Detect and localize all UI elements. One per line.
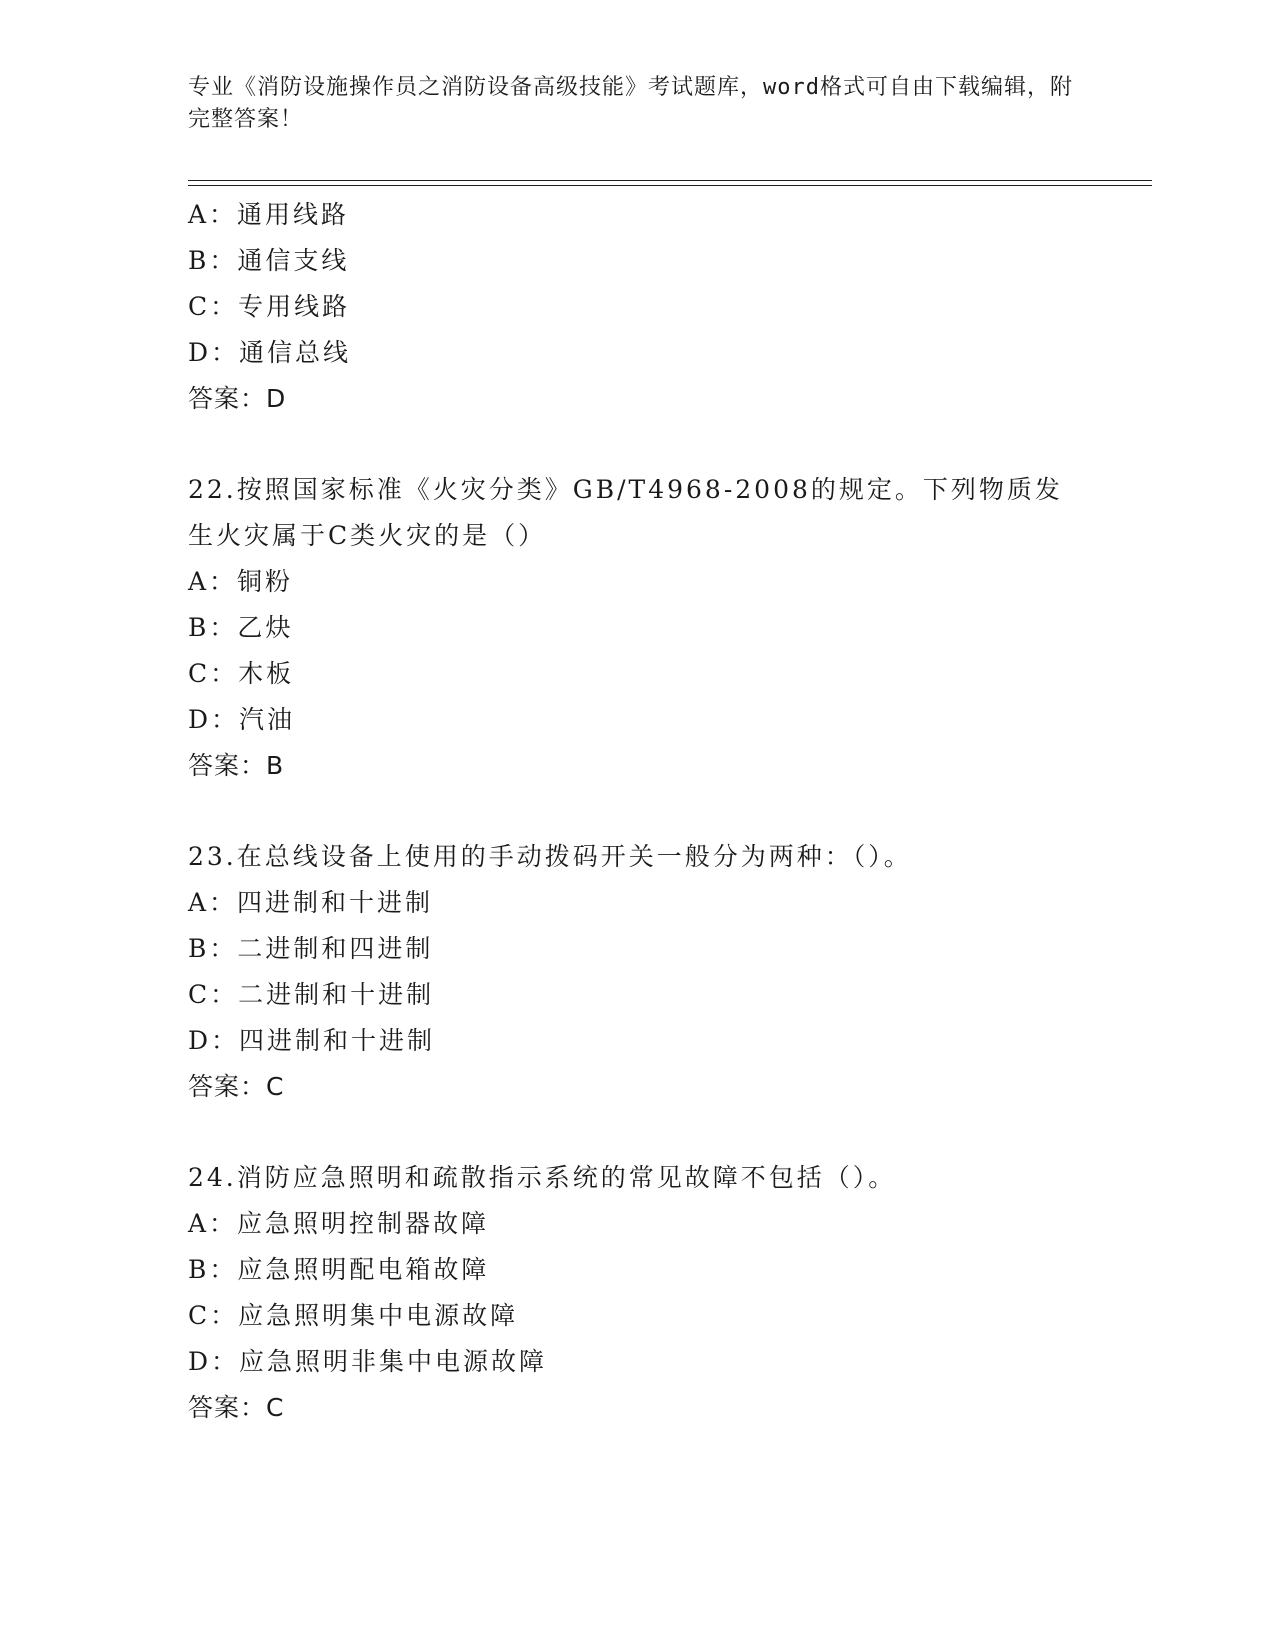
option-a: A：通用线路 xyxy=(188,200,350,229)
question-24 xyxy=(188,1155,1088,1431)
question-23 xyxy=(188,834,1088,1110)
option-a: A：应急照明控制器故障 xyxy=(188,1209,490,1238)
option-b: B：二进制和四进制 xyxy=(188,934,434,963)
question-list xyxy=(188,192,1088,1431)
header-divider-top xyxy=(188,180,1152,181)
answer: 答案：D xyxy=(188,384,287,413)
option-c: C：应急照明集中电源故障 xyxy=(188,1301,519,1330)
option-d: D：四进制和十进制 xyxy=(188,1026,436,1055)
option-b: B：通信支线 xyxy=(188,246,350,275)
option-a: A：铜粉 xyxy=(188,567,294,596)
option-c: C：二进制和十进制 xyxy=(188,980,435,1009)
answer: 答案：C xyxy=(188,1072,285,1101)
question-stem: 23.在总线设备上使用的手动拨码开关一般分为两种：（）。 xyxy=(188,842,912,871)
spacer xyxy=(188,422,1088,467)
spacer xyxy=(188,1110,1088,1155)
header-divider-bottom xyxy=(188,185,1152,186)
option-b: B：应急照明配电箱故障 xyxy=(188,1255,490,1284)
question-stem: 22.按照国家标准《火灾分类》GB/T4968-2008的规定。下列物质发生火灾属于C类火灾的是（） xyxy=(188,475,1063,550)
option-b: B：乙炔 xyxy=(188,613,294,642)
option-d: D：应急照明非集中电源故障 xyxy=(188,1347,548,1376)
option-a: A：四进制和十进制 xyxy=(188,888,434,917)
answer: 答案：B xyxy=(188,751,285,780)
question-21 xyxy=(188,192,1088,422)
option-d: D：汽油 xyxy=(188,705,296,734)
option-d: D：通信总线 xyxy=(188,338,352,367)
option-c: C：专用线路 xyxy=(188,292,351,321)
question-22 xyxy=(188,467,1088,789)
option-c: C：木板 xyxy=(188,659,295,688)
document-header-intro: 专业《消防设施操作员之消防设备高级技能》考试题库，word格式可自由下载编辑，附完整答案！ xyxy=(188,75,1073,132)
spacer xyxy=(188,789,1088,834)
question-stem: 24.消防应急照明和疏散指示系统的常见故障不包括（）。 xyxy=(188,1163,897,1192)
answer: 答案：C xyxy=(188,1393,285,1422)
